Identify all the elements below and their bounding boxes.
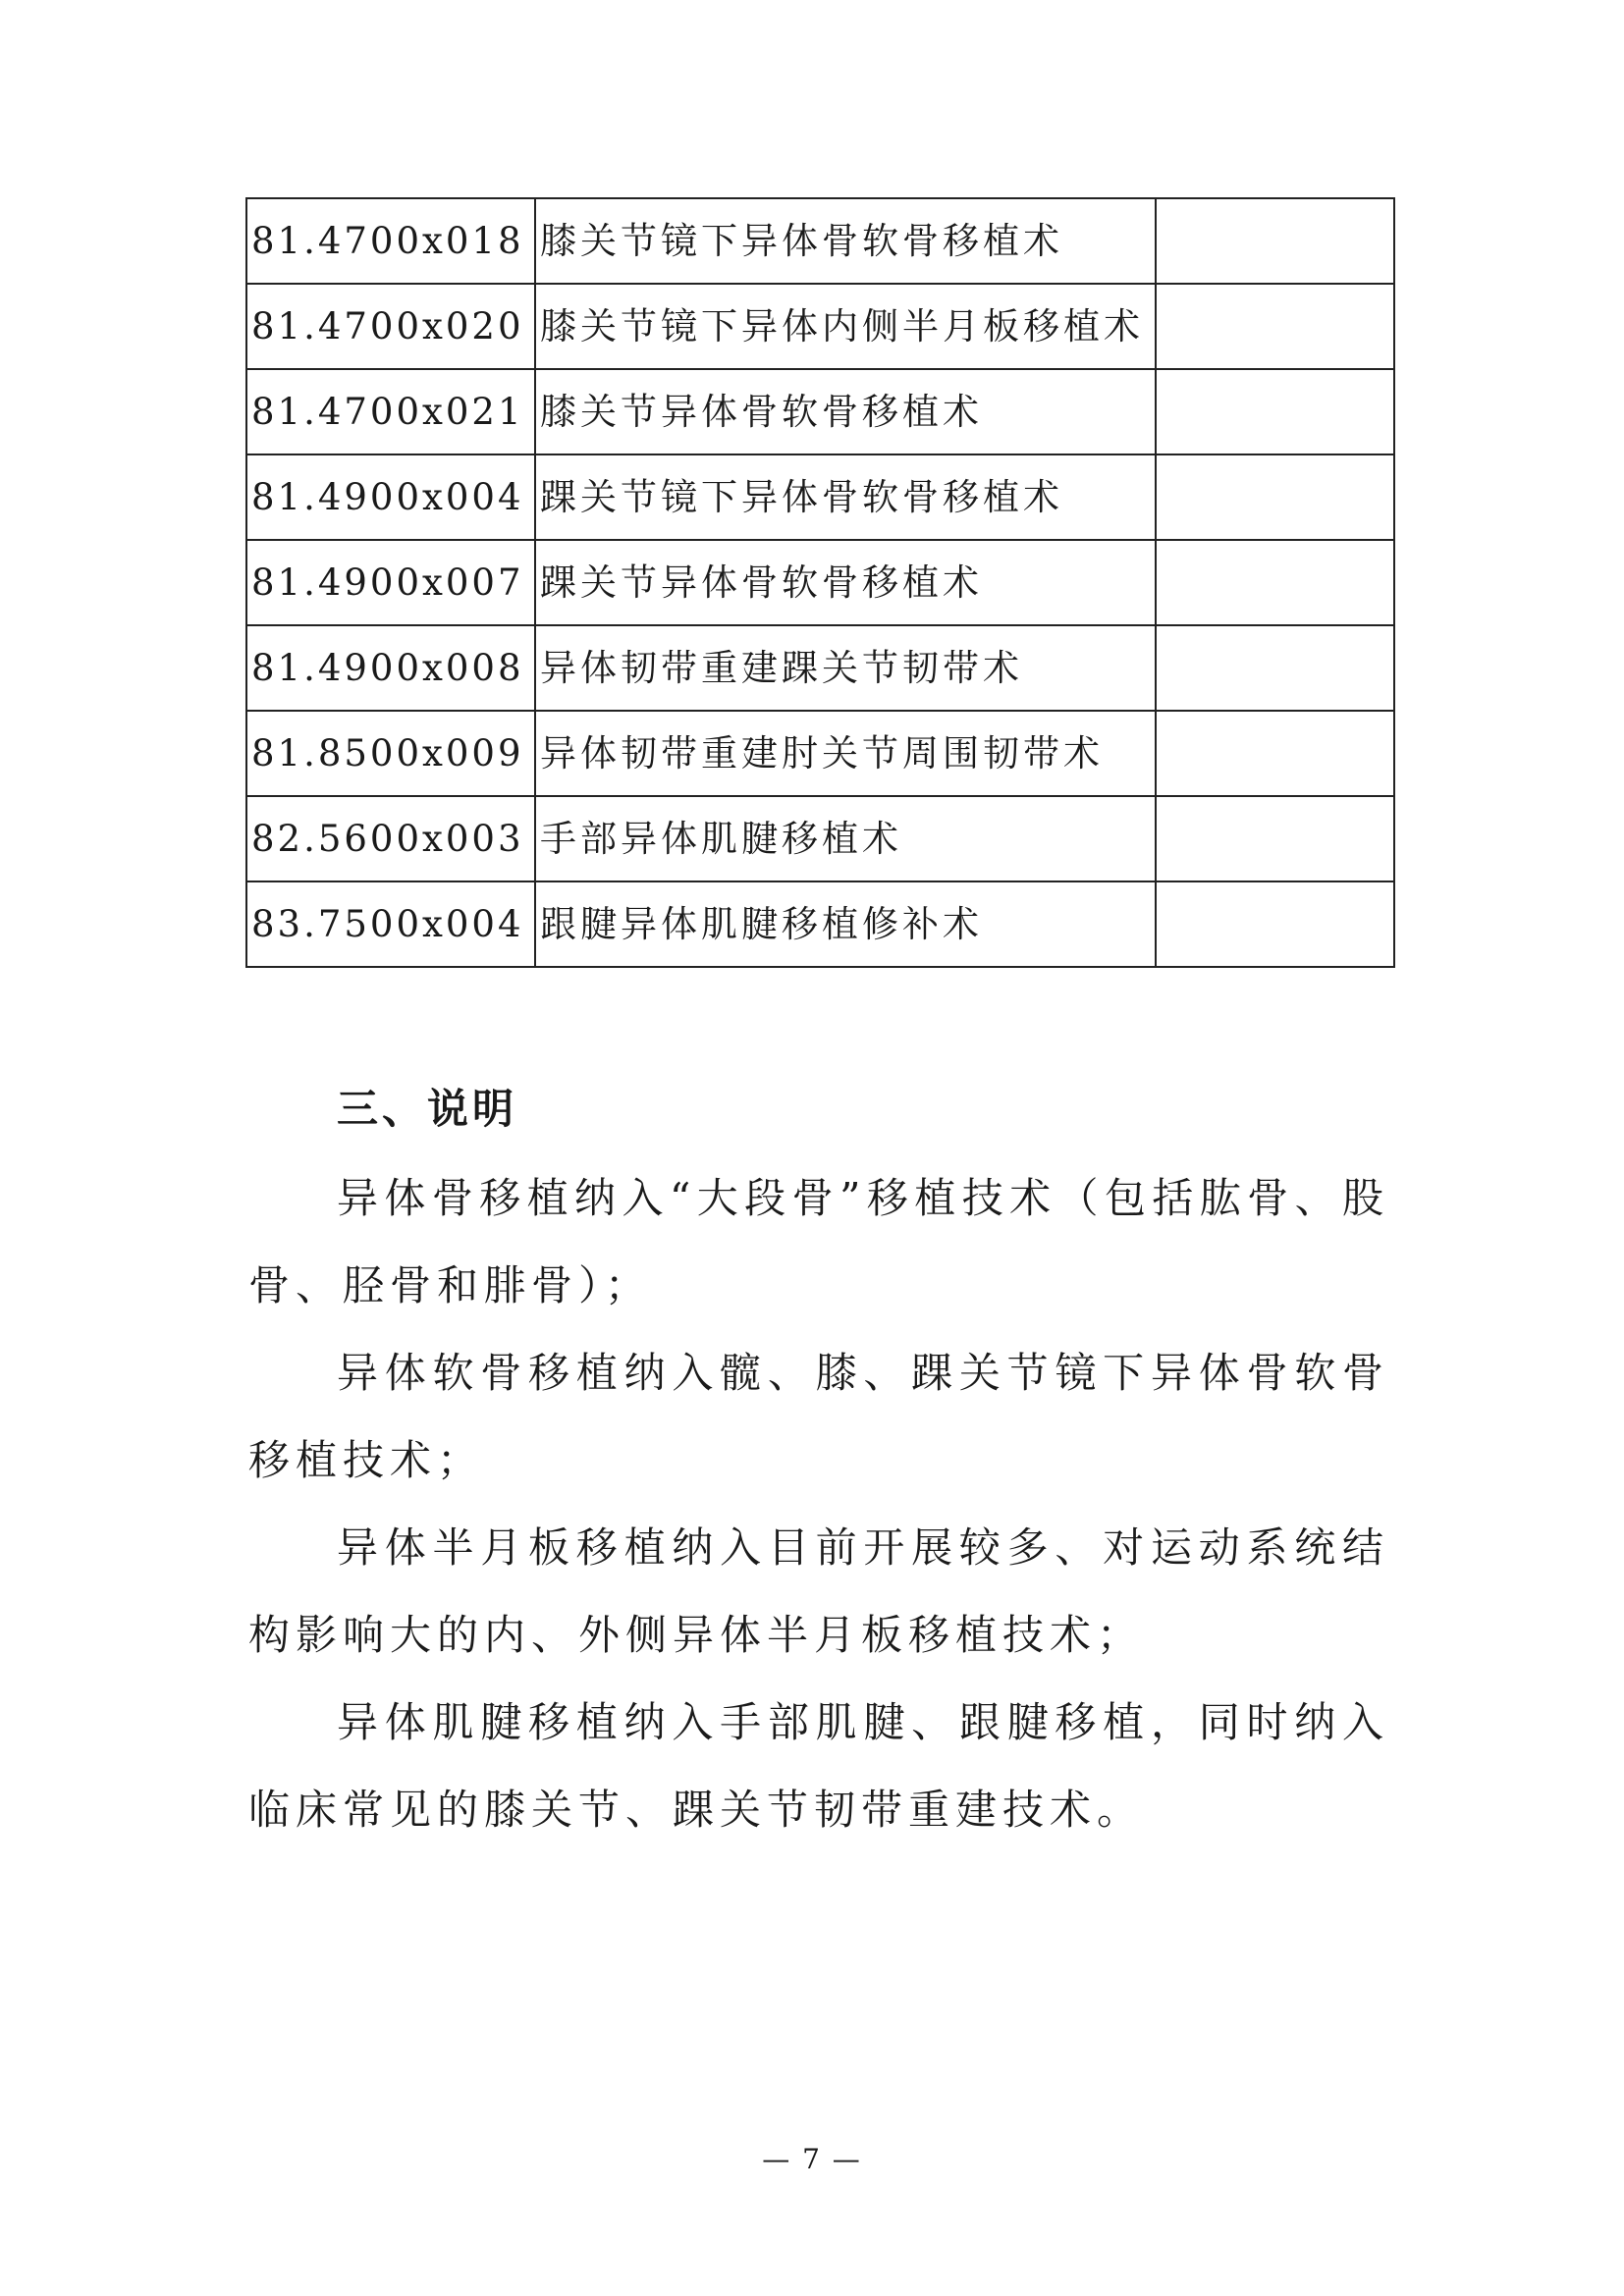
explanation-paragraph: 异体肌腱移植纳入手部肌腱、跟腱移植，同时纳入临床常见的膝关节、踝关节韧带重建技术。 [248,1698,1389,1834]
procedure-code-cell: 82.5600x003 [246,796,535,881]
procedure-name-cell: 异体韧带重建踝关节韧带术 [535,625,1156,711]
explanation-paragraph: 异体骨移植纳入“大段骨”移植技术（包括肱骨、股骨、胫骨和腓骨）； [248,1174,1389,1309]
table-row [246,711,1394,796]
table-row [246,540,1394,625]
procedure-code-cell: 81.4900x008 [246,625,535,711]
table-row [246,284,1394,369]
procedure-code-cell: 81.8500x009 [246,711,535,796]
explanation-paragraph: 异体软骨移植纳入髋、膝、踝关节镜下异体骨软骨移植技术； [248,1349,1389,1484]
note-cell [1156,881,1394,967]
procedure-name-cell: 膝关节镜下异体骨软骨移植术 [535,198,1156,284]
note-cell [1156,796,1394,881]
note-cell [1156,711,1394,796]
procedure-name-cell: 踝关节镜下异体骨软骨移植术 [535,454,1156,540]
note-cell [1156,625,1394,711]
procedure-name-cell: 异体韧带重建肘关节周围韧带术 [535,711,1156,796]
procedure-code-cell: 81.4700x021 [246,369,535,454]
note-cell [1156,369,1394,454]
table-row [246,625,1394,711]
table-row [246,198,1394,284]
table-row [246,881,1394,967]
procedure-code-cell: 81.4700x020 [246,284,535,369]
explanation-paragraph: 异体半月板移植纳入目前开展较多、对运动系统结构影响大的内、外侧异体半月板移植技术； [248,1523,1389,1659]
section-heading: 三、说明 [337,1085,518,1133]
note-cell [1156,540,1394,625]
procedure-name-cell: 膝关节异体骨软骨移植术 [535,369,1156,454]
procedure-code-cell: 81.4900x004 [246,454,535,540]
procedure-code-cell: 81.4900x007 [246,540,535,625]
procedure-code-table [245,197,1395,968]
note-cell [1156,284,1394,369]
table-row [246,454,1394,540]
procedure-name-cell: 踝关节异体骨软骨移植术 [535,540,1156,625]
procedure-code-cell: 83.7500x004 [246,881,535,967]
procedure-name-cell: 跟腱异体肌腱移植修补术 [535,881,1156,967]
note-cell [1156,198,1394,284]
table-row [246,369,1394,454]
page-number: — 7 — [762,2143,862,2175]
note-cell [1156,454,1394,540]
table-row [246,796,1394,881]
procedure-code-cell: 81.4700x018 [246,198,535,284]
procedure-name-cell: 膝关节镜下异体内侧半月板移植术 [535,284,1156,369]
explanation-body [248,1154,1389,1853]
procedure-name-cell: 手部异体肌腱移植术 [535,796,1156,881]
